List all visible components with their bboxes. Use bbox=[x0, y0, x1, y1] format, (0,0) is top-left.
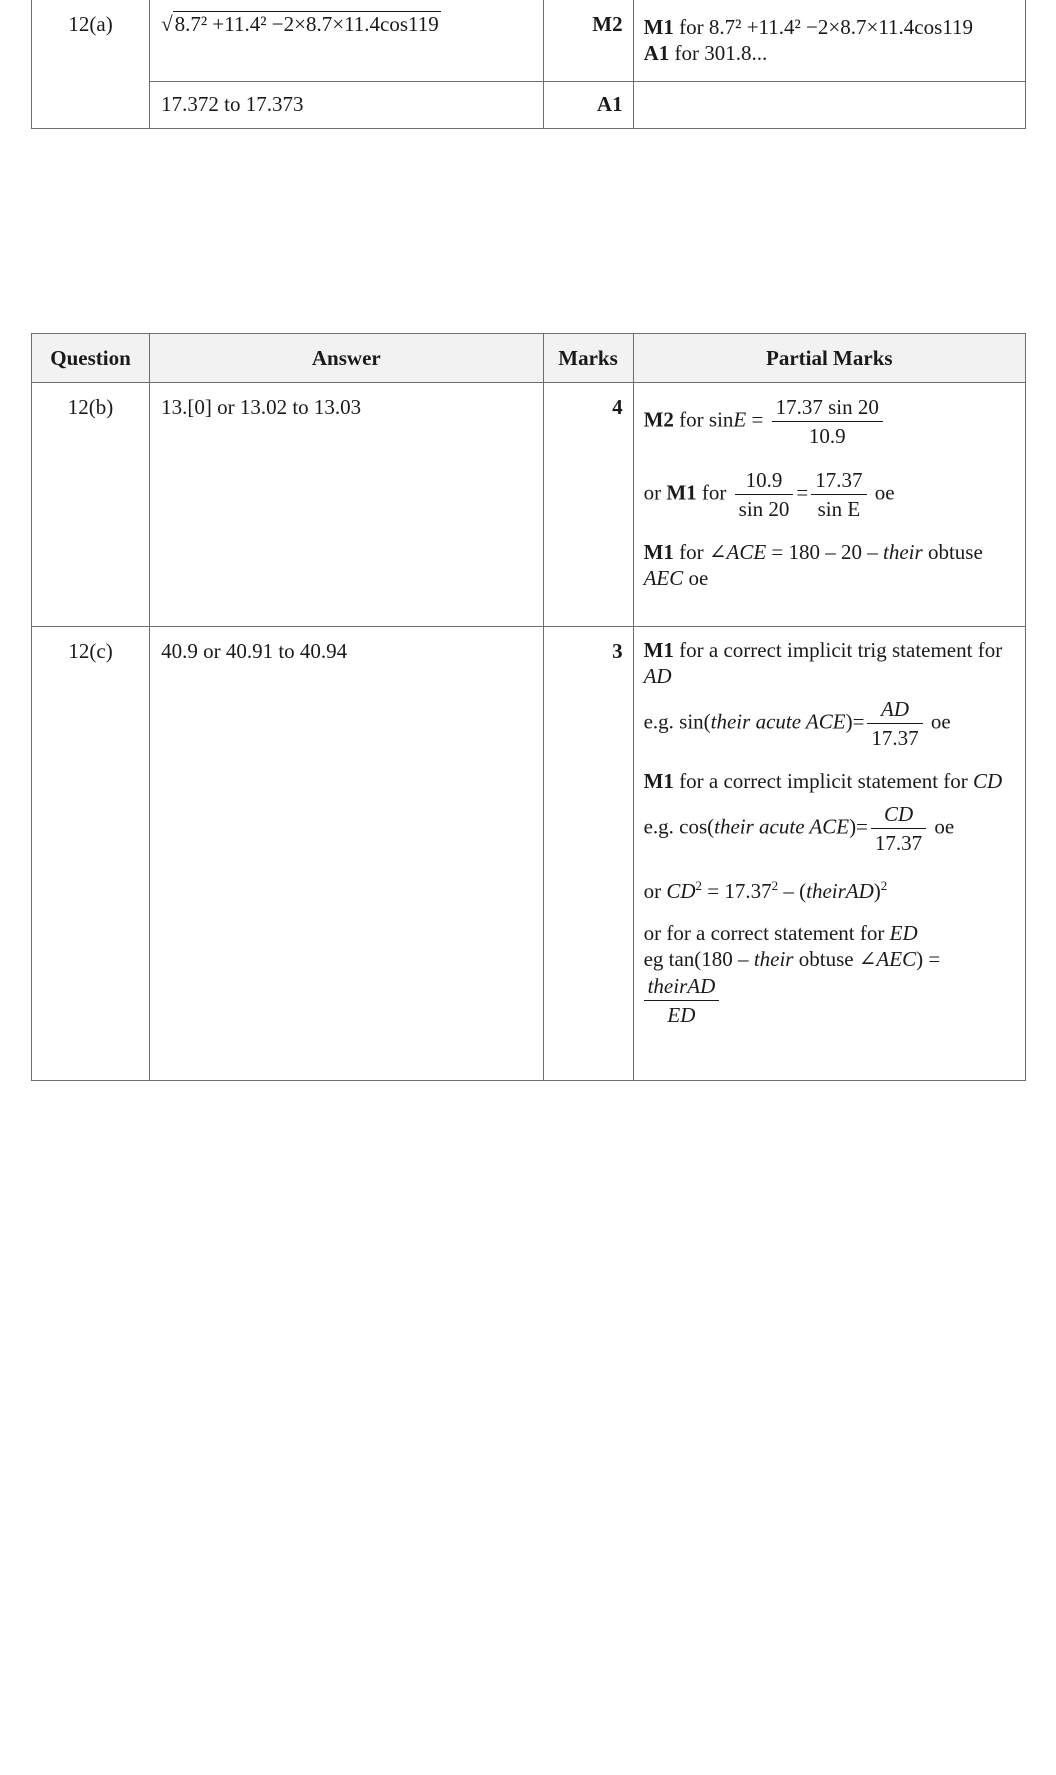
table-row bbox=[32, 0, 1026, 82]
partial-text: oe bbox=[869, 480, 895, 505]
partial-text: – ( bbox=[778, 879, 807, 903]
partial-text: eg tan(180 – bbox=[643, 947, 754, 971]
table-header-row bbox=[32, 334, 1026, 383]
table-row-12c bbox=[32, 627, 1026, 1081]
partial-text: for ∠ bbox=[673, 540, 727, 564]
partial-text: ) bbox=[873, 879, 881, 903]
exponent: 2 bbox=[771, 878, 779, 893]
fraction bbox=[644, 972, 720, 1029]
exponent: 2 bbox=[880, 878, 888, 893]
partial-text: or bbox=[643, 480, 667, 505]
variable: AD bbox=[643, 664, 672, 688]
radicand: 8.7² +11.4² −2×8.7×11.4cos119 bbox=[174, 12, 439, 36]
equals-sign: = bbox=[796, 480, 809, 505]
exponent: 2 bbox=[695, 878, 703, 893]
fraction bbox=[867, 695, 922, 752]
table-row bbox=[32, 82, 1026, 129]
partial-text: e.g. cos( bbox=[643, 814, 715, 839]
variable: ACE bbox=[726, 540, 767, 564]
mark-label: M1 bbox=[643, 15, 674, 39]
variable: CD bbox=[666, 879, 696, 903]
partial-text: )= bbox=[845, 709, 865, 734]
denominator: 17.37 bbox=[874, 831, 923, 855]
mark-label: M1 bbox=[643, 769, 674, 793]
answer-cell bbox=[150, 0, 543, 82]
variable: ED bbox=[889, 921, 918, 945]
partial-text: obtuse bbox=[922, 540, 983, 564]
partial-text: )= bbox=[849, 814, 868, 839]
mark-scheme-table-a bbox=[31, 0, 1026, 129]
fraction bbox=[772, 393, 883, 450]
mark-label: M1 bbox=[666, 480, 697, 505]
numerator: CD bbox=[871, 800, 926, 829]
partial-text: for bbox=[696, 480, 732, 505]
denominator: 17.37 bbox=[871, 726, 919, 750]
variable: AEC bbox=[876, 947, 917, 971]
variable: CD bbox=[973, 769, 1003, 793]
variable: AEC bbox=[643, 566, 684, 590]
equals-sign: = bbox=[746, 407, 769, 432]
denominator: sin 20 bbox=[738, 497, 790, 521]
partial-text: for a correct implicit trig statement for bbox=[673, 638, 1003, 662]
partial-text: oe bbox=[929, 814, 955, 839]
partial-text: = 180 – 20 – bbox=[766, 540, 884, 564]
marks-cell: A1 bbox=[543, 82, 633, 129]
mark-scheme-table-b bbox=[31, 333, 1026, 1081]
partial-text: or bbox=[643, 879, 667, 903]
numerator: AD bbox=[867, 695, 922, 724]
fraction bbox=[811, 466, 866, 523]
partial-text: = 17.37 bbox=[702, 879, 772, 903]
marks-cell: M2 bbox=[543, 0, 633, 82]
denominator: 10.9 bbox=[808, 424, 846, 448]
partial-text: ) = bbox=[916, 947, 941, 971]
answer-cell: 13.[0] or 13.02 to 13.03 bbox=[150, 383, 543, 627]
fraction bbox=[871, 800, 926, 857]
partial-text: obtuse ∠ bbox=[793, 947, 877, 971]
marks-cell: 4 bbox=[543, 383, 633, 627]
mark-label: A1 bbox=[643, 41, 670, 65]
question-cell: 12(a) bbox=[32, 0, 150, 129]
partial-text: oe bbox=[683, 566, 709, 590]
partial-text: their bbox=[753, 947, 794, 971]
question-cell: 12(c) bbox=[32, 627, 150, 1081]
partial-text: their bbox=[883, 540, 923, 564]
partial-text: for a correct implicit statement for bbox=[673, 769, 974, 793]
fraction bbox=[735, 466, 794, 523]
partial-text: oe bbox=[925, 709, 951, 734]
partial-marks-cell bbox=[633, 383, 1025, 627]
mark-label: M2 bbox=[643, 407, 674, 432]
partial-text: for sin bbox=[673, 407, 734, 432]
partial-text: for 8.7² +11.4² −2×8.7×11.4cos119 bbox=[673, 15, 974, 39]
partial-text: their acute ACE bbox=[710, 709, 846, 734]
denominator: sin E bbox=[817, 497, 861, 521]
partial-marks-cell bbox=[633, 0, 1025, 82]
header-marks: Marks bbox=[543, 334, 633, 383]
table-row-12b bbox=[32, 383, 1026, 627]
mark-label: M1 bbox=[643, 638, 674, 662]
answer-cell: 17.372 to 17.373 bbox=[150, 82, 543, 129]
partial-text: theirAD bbox=[806, 879, 874, 903]
partial-text: e.g. sin( bbox=[643, 709, 711, 734]
header-question: Question bbox=[32, 334, 150, 383]
partial-text: for 301.8... bbox=[669, 41, 768, 65]
numerator: 10.9 bbox=[735, 466, 794, 495]
answer-cell: 40.9 or 40.91 to 40.94 bbox=[150, 627, 543, 1081]
partial-marks-cell bbox=[633, 627, 1025, 1081]
question-cell: 12(b) bbox=[32, 383, 150, 627]
denominator: ED bbox=[667, 1003, 696, 1027]
partial-marks-cell bbox=[633, 82, 1025, 129]
square-root-expression: √8.7² +11.4² −2×8.7×11.4cos119 bbox=[161, 12, 439, 36]
partial-text: their acute ACE bbox=[714, 814, 850, 839]
header-answer: Answer bbox=[150, 334, 543, 383]
marks-cell: 3 bbox=[543, 627, 633, 1081]
numerator: 17.37 bbox=[811, 466, 866, 495]
numerator: theirAD bbox=[644, 972, 720, 1001]
mark-label: M1 bbox=[643, 540, 674, 564]
variable: E bbox=[733, 407, 747, 432]
partial-text: or for a correct statement for bbox=[643, 921, 890, 945]
header-partial-marks: Partial Marks bbox=[633, 334, 1025, 383]
numerator: 17.37 sin 20 bbox=[772, 393, 883, 422]
